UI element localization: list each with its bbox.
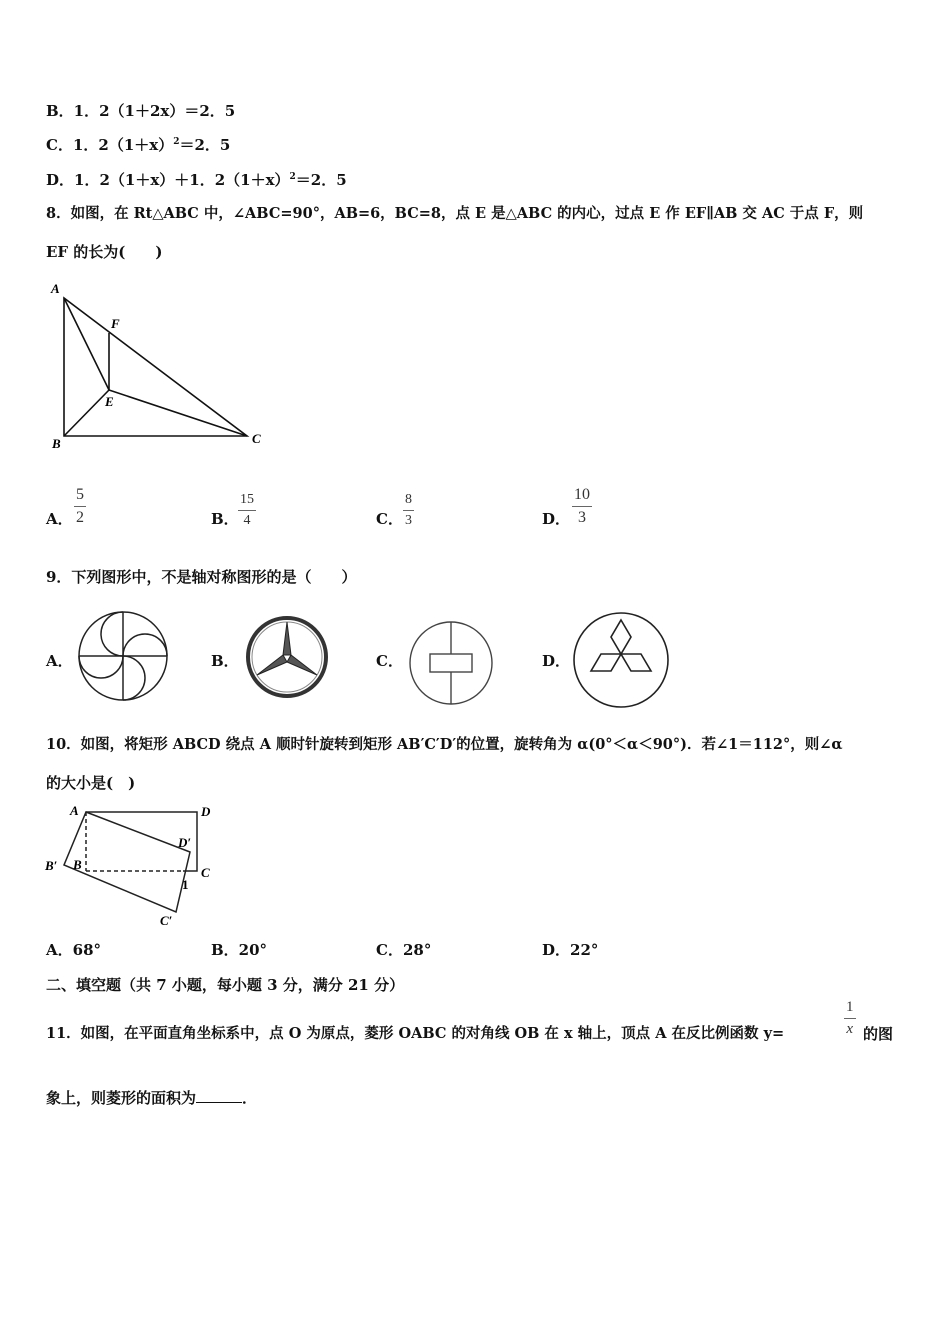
- q10-label-d-prime: D′: [178, 835, 192, 850]
- q8-option-c-num: 8: [405, 492, 412, 507]
- q8-option-d-label: D．: [542, 510, 571, 528]
- q8-label-c: C: [252, 431, 261, 446]
- q7-option-d-sup: 2: [289, 172, 296, 182]
- q8-option-b-label: B．: [211, 510, 239, 528]
- q11-fraction: [844, 1000, 856, 1037]
- q10-label-b-prime: B′: [45, 858, 58, 873]
- q8-option-c-label: C．: [376, 510, 403, 528]
- q10-stem-line2: 的大小是( ): [46, 774, 136, 792]
- q8-triangle-figure: [40, 280, 280, 455]
- q9-option-d-diamonds-figure: [571, 610, 671, 710]
- q10-option-c: C．28°: [376, 941, 432, 959]
- q8-stem-line2: EF 的长为( ): [46, 243, 163, 261]
- q10-option-d: D．22°: [542, 941, 599, 959]
- q8-option-d-den: 3: [578, 509, 586, 526]
- q8-option-b-fraction: [238, 493, 256, 528]
- q8-option-c-fraction: [403, 493, 414, 528]
- q11-fraction-num: 1: [846, 999, 854, 1015]
- q9-option-b-label: B．: [211, 652, 239, 670]
- q7-option-c-suffix: ＝2．5: [179, 136, 231, 154]
- q11-stem-line1-prefix: 11．如图，在平面直角坐标系中，点 O 为原点，菱形 OABC 的对角线 OB 在 x 轴上，顶点 A 在反比例函数 y=: [46, 1025, 785, 1042]
- q8-stem-line1: 8．如图，在 Rt△ABC 中，∠ABC=90°，AB=6，BC=8，点 E 是△ABC 的内心，过点 E 作 EF∥AB 交 AC 于点 F，则: [46, 205, 864, 222]
- q10-label-b: B: [73, 857, 82, 872]
- q8-option-a-num: 5: [76, 486, 84, 503]
- q10-label-c: C: [201, 865, 210, 880]
- q10-label-angle1: 1: [182, 877, 189, 892]
- q8-label-b: B: [52, 436, 61, 451]
- q11-stem-line1-suffix: 的图: [863, 1025, 894, 1043]
- q8-option-b-den: 4: [243, 513, 251, 528]
- q9-option-a-pinwheel-figure: [76, 609, 170, 703]
- q8-option-b-num: 15: [240, 492, 254, 507]
- q7-option-d: [46, 173, 347, 188]
- q9-option-a-label: A．: [46, 652, 73, 670]
- q9-option-b-star-logo-figure: [244, 614, 330, 700]
- q9-option-c-coin-figure: [406, 619, 496, 707]
- q7-option-b: B．1．2（1＋2x）＝2．5: [46, 102, 236, 120]
- q8-label-e: E: [105, 394, 114, 409]
- q8-option-c-den: 3: [405, 513, 412, 528]
- q7-option-d-suffix: ＝2．5: [295, 171, 347, 189]
- q10-label-d: D: [201, 804, 211, 819]
- q10-option-a: A．68°: [46, 941, 102, 959]
- q10-rectangle-figure: [40, 800, 230, 935]
- q7-option-c: [46, 138, 230, 153]
- q9-stem: 9．下列图形中，不是轴对称图形的是（ ）: [46, 568, 357, 586]
- q8-option-a-den: 2: [76, 509, 84, 526]
- section-2-heading: 二、填空题（共 7 小题，每小题 3 分，满分 21 分）: [46, 976, 405, 994]
- q9-option-d-label: D．: [542, 652, 571, 670]
- q9-option-c-label: C．: [376, 652, 403, 670]
- q7-option-c-sup: 2: [173, 137, 180, 147]
- q11-stem-line2: [46, 1090, 257, 1106]
- q8-option-a-fraction: [74, 487, 86, 526]
- q7-option-c-prefix: C．1．2（1＋x）: [46, 136, 174, 154]
- q10-stem-line1: 10．如图，将矩形 ABCD 绕点 A 顺时针旋转到矩形 AB′C′D′的位置，旋转角为 α(0°＜α＜90°)．若∠1＝112°，则∠α: [46, 736, 843, 753]
- answer-blank: [196, 1090, 242, 1103]
- q10-label-c-prime: C′: [160, 913, 173, 928]
- q8-label-a: A: [51, 281, 60, 296]
- q8-option-a-label: A．: [46, 510, 73, 528]
- q11-fraction-den: x: [846, 1021, 854, 1037]
- q11-stem-line2-suffix: ．: [242, 1089, 258, 1107]
- q8-label-f: F: [111, 316, 120, 331]
- q10-option-b: B．20°: [211, 941, 268, 959]
- q7-option-d-prefix: D．1．2（1＋x）＋1．2（1＋x）: [46, 171, 290, 189]
- q8-option-d-num: 10: [574, 486, 590, 503]
- q8-option-d-fraction: [572, 487, 592, 526]
- q11-stem-line2-prefix: 象上，则菱形的面积为: [46, 1089, 197, 1107]
- q10-label-a: A: [70, 803, 79, 818]
